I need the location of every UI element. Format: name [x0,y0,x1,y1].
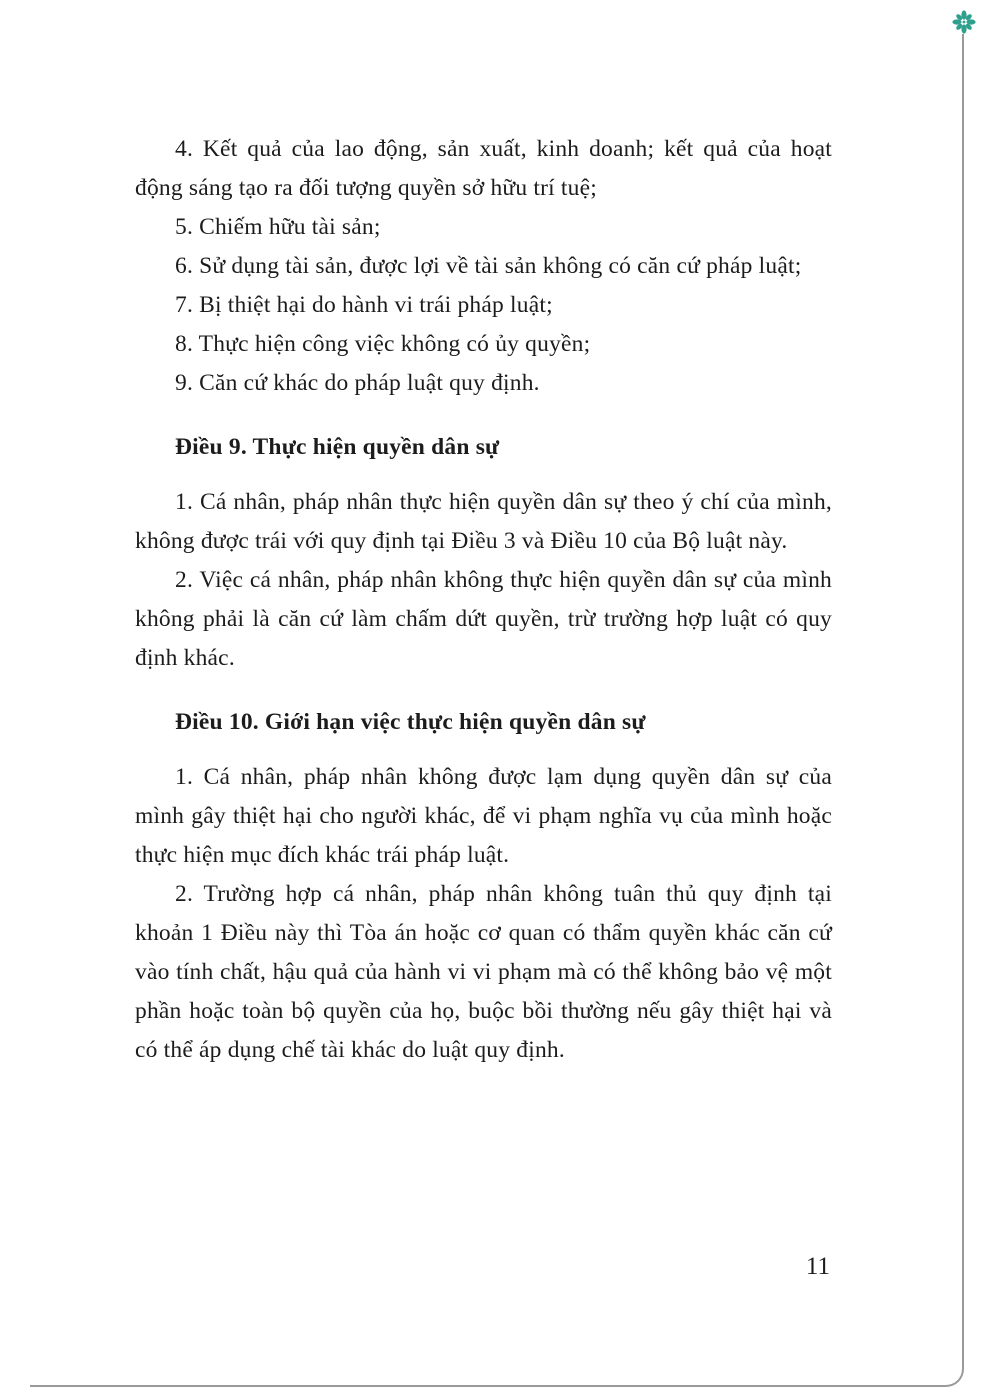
section-heading: Điều 9. Thực hiện quyền dân sự [175,434,500,460]
document-body [135,130,832,1070]
paragraph: 1. Cá nhân, pháp nhân không được lạm dụng quyền dân sự của mình gây thiệt hại cho người khác, để vi phạm nghĩa vụ của mình hoặc thực hiện mục đích khác trái pháp luật. [135,764,832,868]
list-item: 7. Bị thiệt hại do hành vi trái pháp luật; [175,292,553,318]
paragraph: 1. Cá nhân, pháp nhân thực hiện quyền dân sự theo ý chí của mình, không được trái với quy định tại Điều 3 và Điều 10 của Bộ luật này. [135,489,832,554]
paragraph: 2. Trường hợp cá nhân, pháp nhân không tuân thủ quy định tại khoản 1 Điều này thì Tòa án hoặc cơ quan có thẩm quyền khác căn cứ vào tính chất, hậu quả của hành vi vi phạm mà có thể không bảo vệ một phần hoặc toàn bộ quyền của họ, buộc bồi thường nếu gây thiệt hại và có thể áp dụng chế tài khác do luật quy định. [135,881,832,1063]
list-item: 4. Kết quả của lao động, sản xuất, kinh doanh; kết quả của hoạt động sáng tạo ra đối tượng quyền sở hữu trí tuệ; [135,136,832,201]
page-number: 11 [805,1253,830,1280]
section-heading: Điều 10. Giới hạn việc thực hiện quyền dân sự [175,709,646,735]
list-item: 6. Sử dụng tài sản, được lợi về tài sản không có căn cứ pháp luật; [175,253,802,279]
paragraph: 2. Việc cá nhân, pháp nhân không thực hiện quyền dân sự của mình không phải là căn cứ làm chấm dứt quyền, trừ trường hợp luật có quy định khác. [135,567,832,671]
list-item: 5. Chiếm hữu tài sản; [175,214,381,240]
flower-icon [950,8,978,36]
list-item: 9. Căn cứ khác do pháp luật quy định. [175,370,540,396]
list-item: 8. Thực hiện công việc không có ủy quyền; [175,331,591,357]
